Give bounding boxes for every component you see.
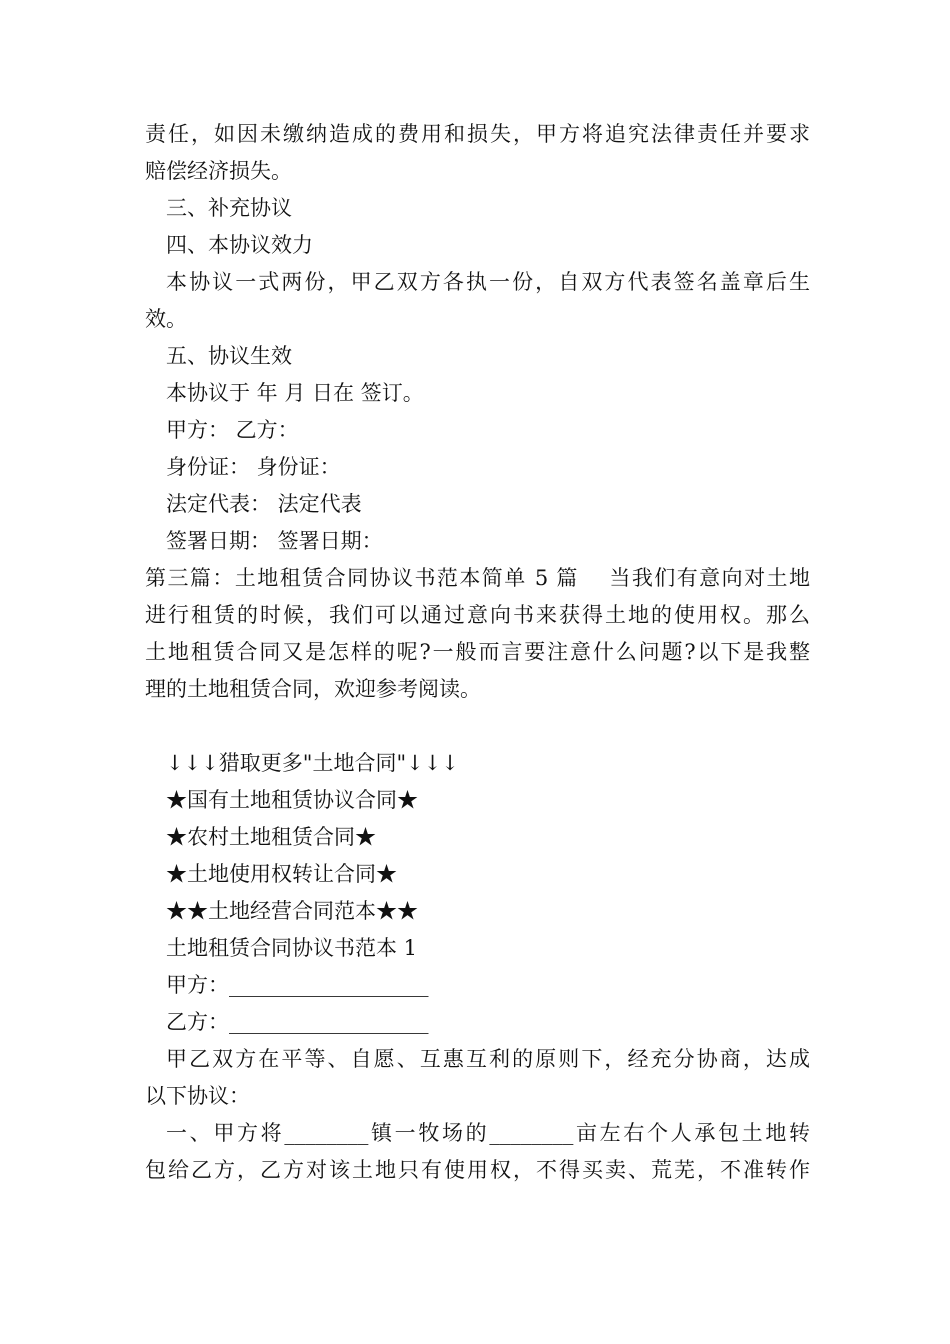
related-link[interactable]: ★★土地经营合同范本★★	[166, 899, 418, 923]
blank-line	[145, 708, 810, 745]
signature-line: 身份证： 身份证：	[166, 455, 341, 479]
paragraph-line: 责任，如因未缴纳造成的费用和损失，甲方将追究法律责任并要求	[145, 122, 810, 146]
related-link[interactable]: ★农村土地租赁合同★	[166, 825, 376, 849]
article-title-line: 第三篇：土地租赁合同协议书范本简单 5 篇 当我们有意向对土地	[145, 566, 810, 590]
section-heading: 三、补充协议	[166, 196, 292, 220]
paragraph-line: 甲乙双方在平等、自愿、互惠互利的原则下，经充分协商，达成	[166, 1047, 810, 1071]
more-link[interactable]: ↓↓↓猎取更多"土地合同"↓↓↓	[166, 751, 459, 775]
party-a-line: 甲方：___________________	[166, 973, 429, 997]
document-body	[145, 116, 810, 1189]
signature-line: 签署日期： 签署日期：	[166, 529, 383, 553]
paragraph-line: 本协议于 年 月 日在 签订。	[166, 381, 424, 405]
related-link[interactable]: ★国有土地租赁协议合同★	[166, 788, 418, 812]
paragraph-line: 效。	[145, 307, 187, 331]
clause-line: 包给乙方，乙方对该土地只有使用权，不得买卖、荒芜，不准转作	[145, 1158, 810, 1182]
section-heading: 五、协议生效	[166, 344, 292, 368]
paragraph-line: 以下协议：	[145, 1084, 250, 1108]
section-heading: 四、本协议效力	[166, 233, 313, 257]
party-b-line: 乙方：___________________	[166, 1010, 429, 1034]
signature-line: 甲方： 乙方：	[166, 418, 299, 442]
paragraph-line: 赔偿经济损失。	[145, 159, 292, 183]
paragraph-line: 本协议一式两份，甲乙双方各执一份，自双方代表签名盖章后生	[166, 270, 810, 294]
paragraph-line: 土地租赁合同又是怎样的呢?一般而言要注意什么问题?以下是我整	[145, 640, 810, 664]
clause-line: 一、甲方将________镇一牧场的________亩左右个人承包土地转	[166, 1121, 810, 1145]
paragraph-line: 理的土地租赁合同，欢迎参考阅读。	[145, 677, 481, 701]
related-link[interactable]: ★土地使用权转让合同★	[166, 862, 397, 886]
paragraph-line: 进行租赁的时候，我们可以通过意向书来获得土地的使用权。那么	[145, 603, 810, 627]
contract-title: 土地租赁合同协议书范本 1	[166, 936, 418, 960]
signature-line: 法定代表： 法定代表	[166, 492, 362, 516]
